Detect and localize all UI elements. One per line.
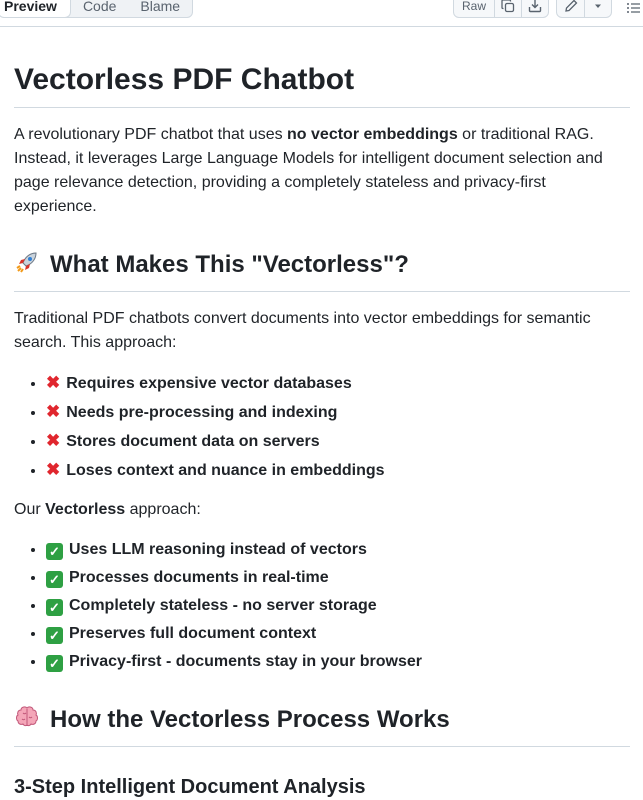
list-item <box>46 566 630 590</box>
our-text-rest: approach: <box>125 501 201 518</box>
view-mode-tabs <box>0 0 193 18</box>
tab-blame[interactable]: Blame <box>140 0 181 14</box>
check-mark-icon: ✓ <box>46 599 63 616</box>
subsection-heading[interactable]: 3-Step Intelligent Document Analysis <box>14 776 366 798</box>
intro-bold-text: no vector embeddings <box>287 126 458 143</box>
rocket-icon <box>14 249 40 283</box>
list-item-text: Loses context and nuance in embeddings <box>66 462 385 479</box>
check-mark-icon: ✓ <box>46 655 63 672</box>
cross-mark-icon: ✖ <box>46 460 61 479</box>
cons-list <box>14 371 630 483</box>
document-title: Vectorless PDF Chatbot <box>14 27 630 108</box>
list-item-text: Requires expensive vector databases <box>66 375 352 392</box>
traditional-paragraph: Traditional PDF chatbots convert documents into vector embeddings for semantic search. This approach: <box>14 310 591 351</box>
file-toolbar <box>0 0 643 27</box>
list-item <box>46 594 630 618</box>
list-outline-icon <box>622 0 642 17</box>
intro-text: A revolutionary PDF chatbot that uses <box>14 126 288 143</box>
list-item <box>46 538 630 562</box>
check-mark-icon: ✓ <box>46 571 63 588</box>
list-item-text: Completely stateless - no server storage <box>69 597 377 614</box>
download-button[interactable] <box>521 0 548 17</box>
list-item-text: Privacy-first - documents stay in your browser <box>69 653 422 670</box>
list-item <box>46 650 630 674</box>
edit-button[interactable] <box>557 0 584 17</box>
check-mark-icon: ✓ <box>46 627 63 644</box>
cross-mark-icon: ✖ <box>46 402 61 421</box>
more-edit-options-button[interactable] <box>584 0 611 17</box>
tab-code[interactable]: Code <box>82 0 117 14</box>
intro-text-rest: or traditional RAG. Instead, it leverages Large Language Models for intelligent document selection and page relevance detection, providing a completely stateless and privacy-first experience. <box>14 126 603 215</box>
list-item-text: Preserves full document context <box>69 625 317 642</box>
section-heading-process[interactable] <box>14 704 630 747</box>
outline-button[interactable] <box>622 0 642 17</box>
brain-icon <box>14 704 40 738</box>
cross-mark-icon: ✖ <box>46 373 61 392</box>
copy-button[interactable] <box>494 0 521 17</box>
our-approach-paragraph <box>14 498 630 522</box>
list-item-text: Needs pre-processing and indexing <box>66 404 338 421</box>
section-heading-vectorless[interactable] <box>14 249 630 292</box>
list-item <box>46 429 630 454</box>
file-actions-group <box>453 0 549 18</box>
cross-mark-icon: ✖ <box>46 431 61 450</box>
download-icon <box>527 0 543 14</box>
copy-icon <box>500 0 516 14</box>
list-item <box>46 458 630 483</box>
list-item <box>46 371 630 396</box>
our-bold-text: Vectorless <box>45 501 126 518</box>
section-heading-text: How the Vectorless Process Works <box>50 706 450 733</box>
list-item <box>46 622 630 646</box>
tab-preview[interactable]: Preview <box>0 0 71 18</box>
section-heading-text: What Makes This "Vectorless"? <box>50 251 409 278</box>
markdown-body <box>14 27 630 800</box>
triangle-down-icon <box>592 0 604 12</box>
pros-list <box>14 538 630 674</box>
list-item <box>46 400 630 425</box>
pencil-icon <box>563 0 579 14</box>
edit-actions-group <box>556 0 612 18</box>
list-item-text: Processes documents in real-time <box>69 569 329 586</box>
list-item-text: Stores document data on servers <box>66 433 320 450</box>
intro-paragraph <box>14 123 630 219</box>
check-mark-icon: ✓ <box>46 543 63 560</box>
raw-button[interactable]: Raw <box>462 0 487 13</box>
our-text: Our <box>14 501 46 518</box>
list-item-text: Uses LLM reasoning instead of vectors <box>69 541 367 558</box>
